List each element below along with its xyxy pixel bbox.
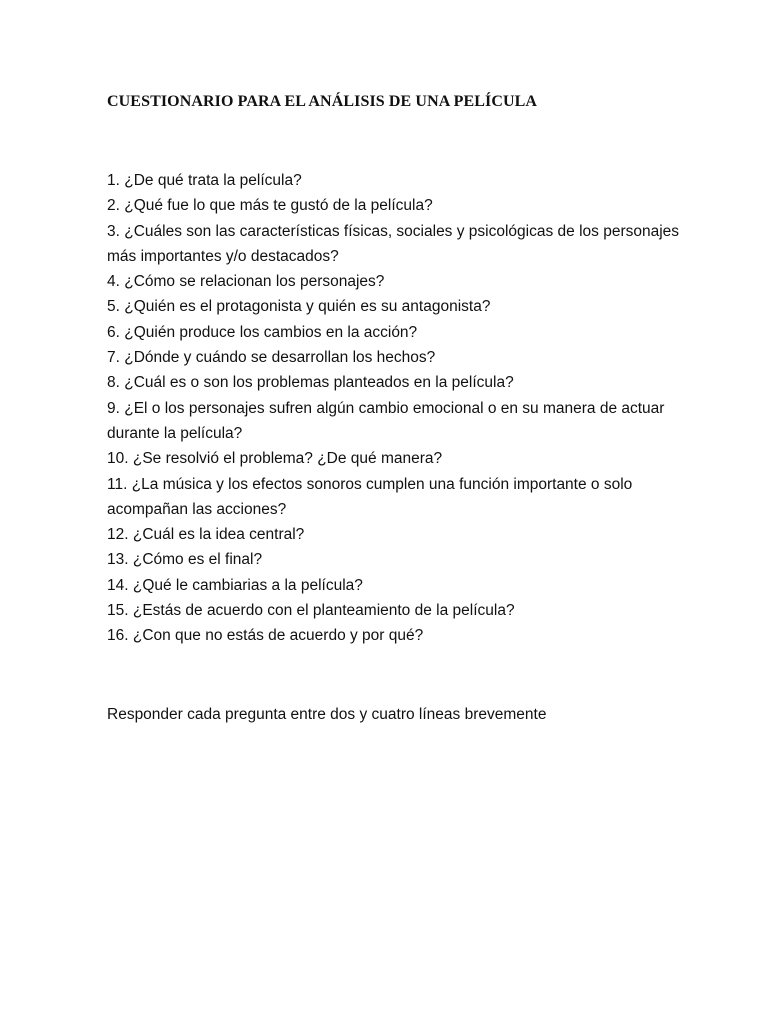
- question-item: 15. ¿Estás de acuerdo con el planteamiento de la película?: [107, 602, 515, 620]
- document-title: CUESTIONARIO PARA EL ANÁLISIS DE UNA PELÍCULA: [107, 93, 538, 110]
- question-item: 14. ¿Qué le cambiarias a la película?: [107, 576, 363, 594]
- question-item: 9. ¿El o los personajes sufren algún cambio emocional o en su manera de actuar durante la película?: [107, 399, 665, 442]
- question-item: 4. ¿Cómo se relacionan los personajes?: [107, 273, 385, 291]
- question-item: 5. ¿Quién es el protagonista y quién es su antagonista?: [107, 298, 491, 316]
- question-item: 7. ¿Dónde y cuándo se desarrollan los hechos?: [107, 349, 436, 367]
- question-item: 6. ¿Quién produce los cambios en la acción?: [107, 323, 418, 341]
- question-item: 3. ¿Cuáles son las características físicas, sociales y psicológicas de los personajes más importantes y/o destacados?: [107, 222, 680, 265]
- question-item: 2. ¿Qué fue lo que más te gustó de la película?: [107, 197, 433, 215]
- question-item: 13. ¿Cómo es el final?: [107, 551, 263, 569]
- instruction-text: Responder cada pregunta entre dos y cuatro líneas brevemente: [107, 706, 547, 723]
- question-item: 8. ¿Cuál es o son los problemas planteados en la película?: [107, 374, 514, 392]
- question-item: 12. ¿Cuál es la idea central?: [107, 526, 305, 544]
- question-item: 10. ¿Se resolvió el problema? ¿De qué manera?: [107, 450, 443, 468]
- question-list: [107, 168, 687, 649]
- question-item: 11. ¿La música y los efectos sonoros cumplen una función importante o solo acompañan las acciones?: [107, 475, 633, 518]
- question-item: 1. ¿De qué trata la película?: [107, 172, 302, 189]
- question-item: 16. ¿Con que no estás de acuerdo y por qué?: [107, 627, 424, 645]
